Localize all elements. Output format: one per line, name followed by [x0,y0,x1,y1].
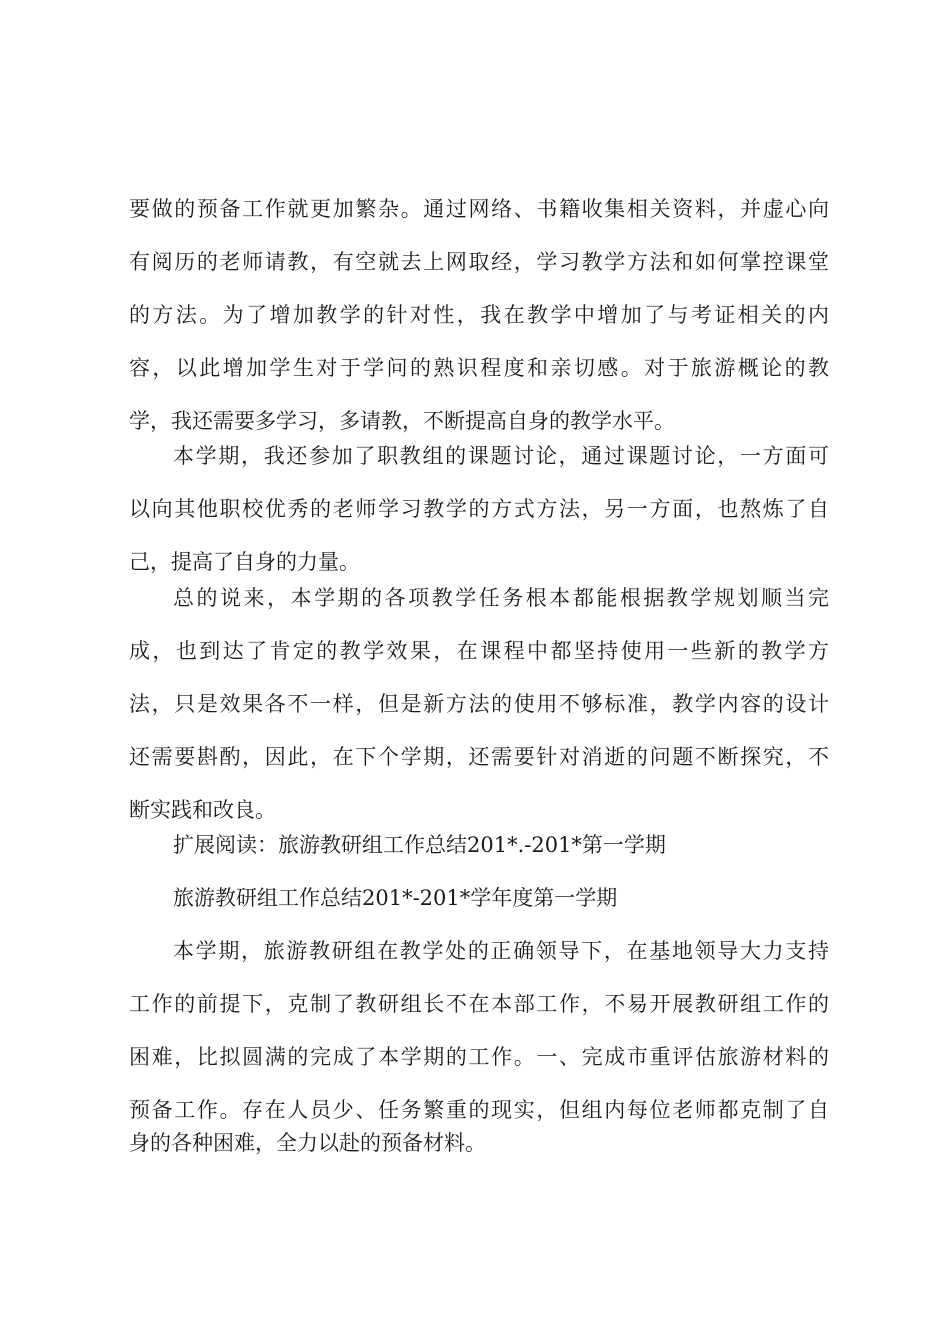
paragraph-line: 容，以此增加学生对于学问的熟识程度和亲切感。对于旅游概论的教 [129,356,829,380]
paragraph-line: 有阅历的老师请教，有空就去上网取经，学习教学方法和如何掌控课堂 [129,250,829,274]
paragraph-line: 学，我还需要多学习，多请教，不断提高自身的教学水平。 [129,409,675,433]
paragraph-line: 的方法。为了增加教学的针对性，我在教学中增加了与考证相关的内 [129,303,829,327]
paragraph-line: 己，提高了自身的力量。 [129,550,360,574]
paragraph-line: 困难，比拟圆满的完成了本学期的工作。一、完成市重评估旅游材料的 [129,1045,829,1069]
paragraph-line: 还需要斟酌，因此，在下个学期，还需要针对消逝的问题不断探究，不 [129,745,829,769]
paragraph-line: 工作的前提下，克制了教研组长不在本部工作，不易开展教研组工作的 [129,992,829,1016]
paragraph-line: 要做的预备工作就更加繁杂。通过网络、书籍收集相关资料，并虚心向 [129,197,829,221]
paragraph-line: 身的各种困难，全力以赴的预备材料。 [129,1131,486,1155]
paragraph-line: 成，也到达了肯定的教学效果，在课程中都坚持使用一些新的教学方 [129,639,829,663]
paragraph-line: 法，只是效果各不一样，但是新方法的使用不够标准，教学内容的设计 [129,692,829,716]
paragraph-line: 预备工作。存在人员少、任务繁重的现实，但组内每位老师都克制了自 [129,1098,829,1122]
section-subheading: 旅游教研组工作总结201*-201*学年度第一学期 [173,886,618,910]
section-heading: 扩展阅读：旅游教研组工作总结201*.-201*第一学期 [173,833,666,857]
paragraph-line: 以向其他职校优秀的老师学习教学的方式方法，另一方面，也熬炼了自 [129,497,829,521]
paragraph-line: 断实践和改良。 [129,798,276,822]
paragraph-line: 本学期，我还参加了职教组的课题讨论，通过课题讨论，一方面可 [173,444,829,468]
paragraph-line: 本学期，旅游教研组在教学处的正确领导下，在基地领导大力支持 [173,939,829,963]
paragraph-line: 总的说来，本学期的各项教学任务根本都能根据教学规划顺当完 [173,586,829,610]
